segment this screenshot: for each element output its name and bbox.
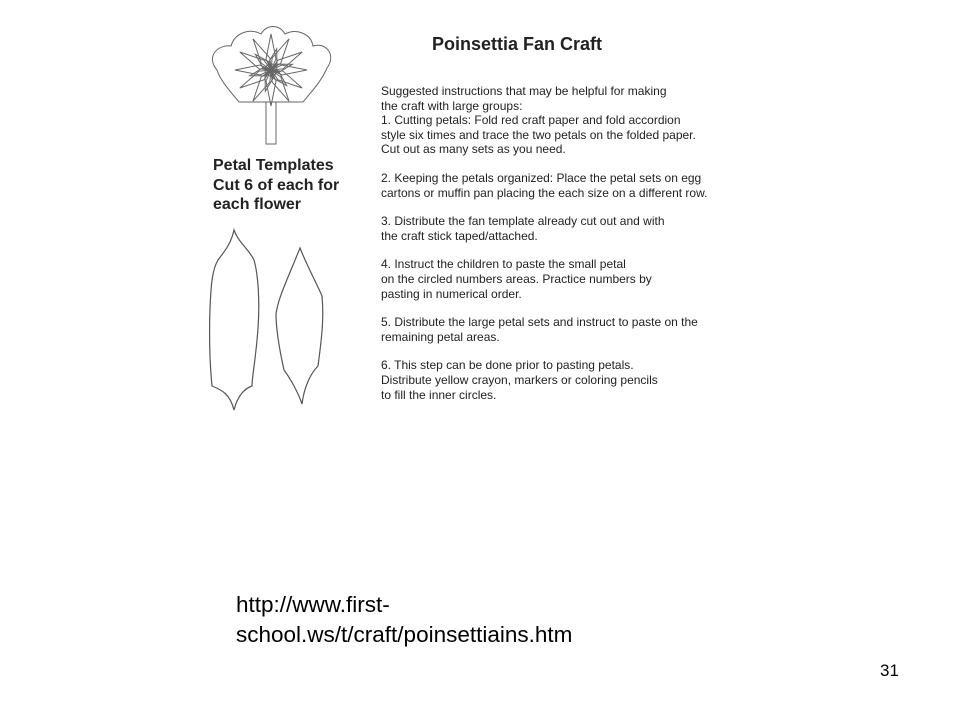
petal-templates-heading: Petal Templates Cut 6 of each for each flower xyxy=(213,157,340,213)
instruction-step-2: 2. Keeping the petals organized: Place the petal sets on egg cartons or muffin pan placing the each size on a different row. xyxy=(381,170,708,200)
instruction-step-5: 5. Distribute the large petal sets and instruct to paste on the remaining petal areas. xyxy=(381,315,698,344)
small-petal-template xyxy=(276,248,323,404)
document-title: Poinsettia Fan Craft xyxy=(432,34,603,54)
page-number: 31 xyxy=(880,661,899,680)
instruction-step-6: 6. This step can be done prior to pasting petals. Distribute yellow crayon, markers or coloring pencils to fill the inner circles. xyxy=(381,358,658,402)
instruction-step-4: 4. Instruct the children to paste the small petal on the circled numbers areas. Practice numbers by pasting in numerical order. xyxy=(381,257,652,301)
poinsettia-flower xyxy=(235,34,307,106)
instruction-step-3: 3. Distribute the fan template already cut out and with the craft stick taped/attached. xyxy=(381,214,665,243)
source-url: http://www.first- school.ws/t/craft/poinsettiains.htm xyxy=(236,592,573,647)
petal-templates-illustration xyxy=(200,228,336,414)
large-petal-template xyxy=(210,230,259,410)
poinsettia-fan-illustration xyxy=(203,22,339,148)
craft-stick xyxy=(266,102,276,144)
instructions-block xyxy=(381,84,741,402)
instructions-intro-step-1: Suggested instructions that may be helpful for making the craft with large groups: 1. Cutting petals: Fold red craft paper and fold accordion style six times and trace the two petals on the folded paper. Cut out as many sets as you need. xyxy=(381,84,696,157)
